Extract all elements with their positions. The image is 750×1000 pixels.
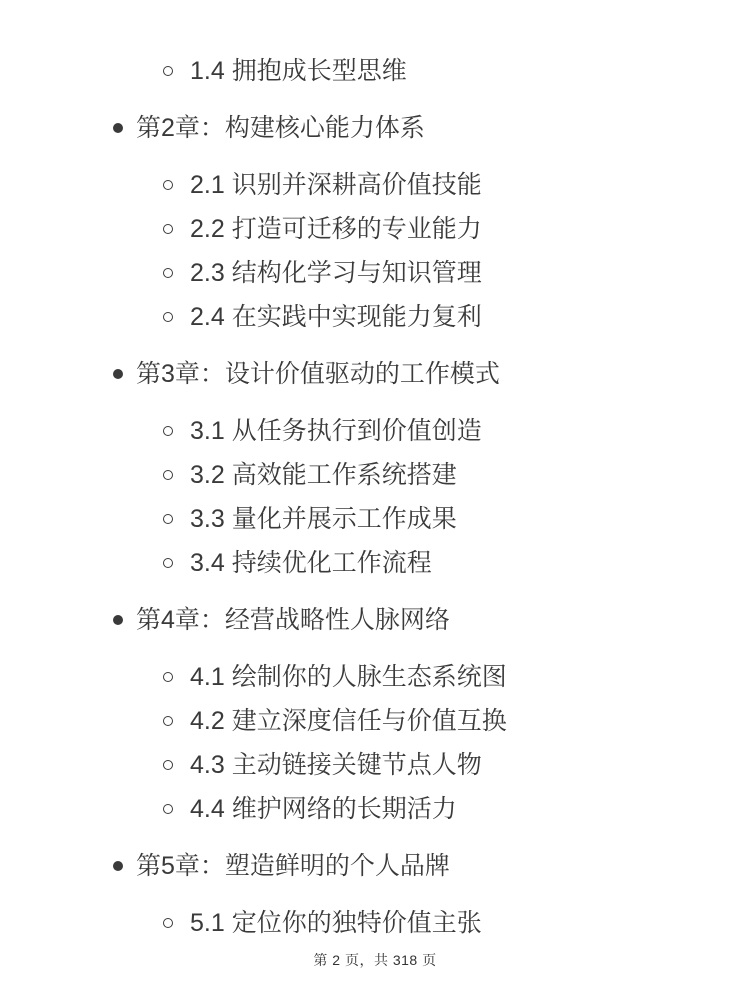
- circle-bullet-icon: [163, 312, 173, 322]
- circle-bullet-icon: [163, 426, 173, 436]
- toc-chapter-item: [0, 106, 750, 150]
- toc-item-text: 第5章：塑造鲜明的个人品牌: [136, 852, 450, 880]
- toc-sub-item: [0, 453, 750, 497]
- toc-item-text: 4.1 绘制你的人脉生态系统图: [190, 663, 507, 691]
- toc-item-text: 2.3 结构化学习与知识管理: [190, 259, 482, 287]
- toc-item-text: 3.3 量化并展示工作成果: [190, 505, 457, 533]
- toc-item-text: 2.1 识别并深耕高价值技能: [190, 171, 482, 199]
- toc-item-text: 2.4 在实践中实现能力复利: [190, 303, 482, 331]
- toc-item-text: 3.4 持续优化工作流程: [190, 549, 432, 577]
- toc-sub-item: [0, 787, 750, 831]
- toc-chapter-item: [0, 844, 750, 888]
- toc-item-text: 4.3 主动链接关键节点人物: [190, 751, 482, 779]
- toc-item-text: 第3章：设计价值驱动的工作模式: [136, 360, 500, 388]
- disc-bullet-icon: [113, 861, 123, 871]
- toc-item-text: 第2章：构建核心能力体系: [136, 114, 425, 142]
- circle-bullet-icon: [163, 804, 173, 814]
- circle-bullet-icon: [163, 514, 173, 524]
- toc-sub-item: [0, 207, 750, 251]
- toc-item-text: 3.2 高效能工作系统搭建: [190, 461, 457, 489]
- toc-sub-item: [0, 163, 750, 207]
- circle-bullet-icon: [163, 470, 173, 480]
- toc-item-text: 4.2 建立深度信任与价值互换: [190, 707, 507, 735]
- circle-bullet-icon: [163, 224, 173, 234]
- toc-chapter-item: [0, 598, 750, 642]
- toc-item-text: 5.1 定位你的独特价值主张: [190, 909, 482, 937]
- toc-sub-item: [0, 699, 750, 743]
- toc-sub-item: [0, 49, 750, 93]
- toc-item-text: 1.4 拥抱成长型思维: [190, 57, 407, 85]
- disc-bullet-icon: [113, 369, 123, 379]
- toc-sub-item: [0, 295, 750, 339]
- circle-bullet-icon: [163, 268, 173, 278]
- circle-bullet-icon: [163, 180, 173, 190]
- toc-sub-item: [0, 541, 750, 585]
- toc-item-text: 第4章：经营战略性人脉网络: [136, 606, 450, 634]
- toc-sub-item: [0, 251, 750, 295]
- toc-sub-item: [0, 901, 750, 945]
- toc-item-text: 4.4 维护网络的长期活力: [190, 795, 457, 823]
- toc-sub-item: [0, 655, 750, 699]
- page-indicator: 第 2 页，共 318 页: [313, 952, 437, 968]
- disc-bullet-icon: [113, 615, 123, 625]
- toc-chapter-item: [0, 352, 750, 396]
- toc-item-text: 3.1 从任务执行到价值创造: [190, 417, 482, 445]
- toc-sub-item: [0, 743, 750, 787]
- circle-bullet-icon: [163, 558, 173, 568]
- circle-bullet-icon: [163, 760, 173, 770]
- circle-bullet-icon: [163, 66, 173, 76]
- disc-bullet-icon: [113, 123, 123, 133]
- circle-bullet-icon: [163, 672, 173, 682]
- toc-sub-item: [0, 409, 750, 453]
- toc-sub-item: [0, 497, 750, 541]
- toc-item-text: 2.2 打造可迁移的专业能力: [190, 215, 482, 243]
- circle-bullet-icon: [163, 918, 173, 928]
- circle-bullet-icon: [163, 716, 173, 726]
